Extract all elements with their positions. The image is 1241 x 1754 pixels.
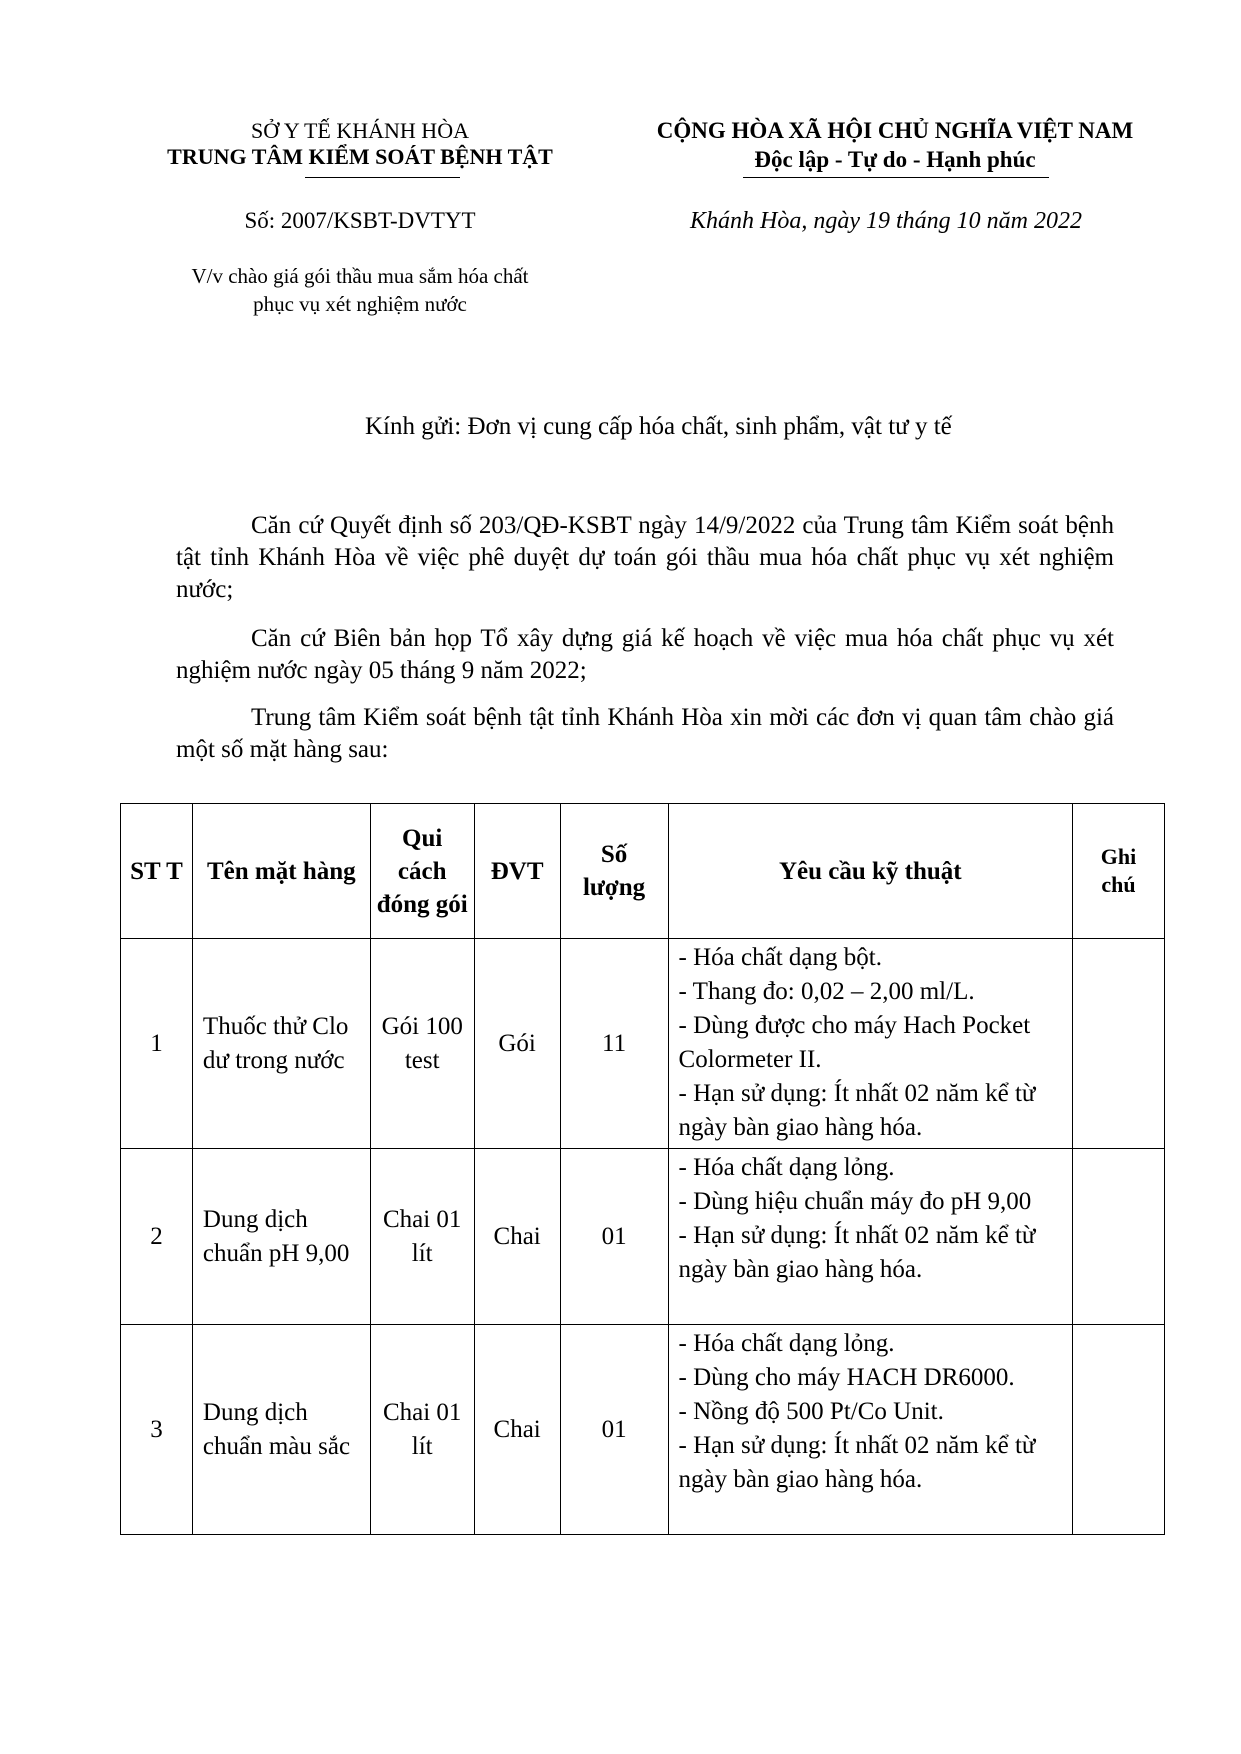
header-stt: ST T — [121, 804, 193, 939]
header-spec: Yêu cầu kỹ thuật — [668, 804, 1072, 939]
spec-line: - Nồng độ 500 Pt/Co Unit. — [678, 1398, 944, 1425]
table-header-row — [121, 804, 1165, 939]
center-name: TRUNG TÂM KIỂM SOÁT BỆNH TẬT — [167, 144, 553, 169]
cell-name: Thuốc thử Clo dư trong nước — [192, 939, 370, 1149]
agency-name: SỞ Y TẾ KHÁNH HÒA — [251, 118, 469, 143]
national-header — [630, 118, 1160, 173]
cell-name: Dung dịch chuẩn màu sắc — [192, 1325, 370, 1535]
cell-name: Dung dịch chuẩn pH 9,00 — [192, 1149, 370, 1325]
spec-line: - Hạn sử dụng: Ít nhất 02 năm kể từ ngày bàn giao hàng hóa. — [678, 1222, 1036, 1283]
header-note: Ghi chú — [1073, 804, 1165, 939]
spec-line: - Dùng được cho máy Hach Pocket Colormeter II. — [678, 1012, 1031, 1073]
spec-line: - Hạn sử dụng: Ít nhất 02 năm kể từ ngày bàn giao hàng hóa. — [678, 1080, 1036, 1141]
spec-line: - Dùng hiệu chuẩn máy đo pH 9,00 — [678, 1188, 1032, 1215]
national-motto: Độc lập - Tự do - Hạnh phúc — [754, 147, 1036, 172]
cell-stt: 3 — [121, 1325, 193, 1535]
cell-note — [1073, 1325, 1165, 1535]
cell-qty: 01 — [560, 1149, 668, 1325]
spec-line: - Hạn sử dụng: Ít nhất 02 năm kể từ ngày bàn giao hàng hóa. — [678, 1432, 1036, 1493]
issuer-block — [130, 118, 590, 170]
paragraph-3: Trung tâm Kiểm soát bệnh tật tỉnh Khánh Hòa xin mời các đơn vị quan tâm chào giá một số mặt hàng sau: — [176, 704, 1114, 763]
table-row — [121, 1149, 1165, 1325]
subject-line-1: V/v chào giá gói thầu mua sắm hóa chất — [191, 264, 529, 288]
spec-line: - Hóa chất dạng bột. — [678, 944, 882, 971]
cell-spec — [668, 1149, 1072, 1325]
cell-qty: 01 — [560, 1325, 668, 1535]
header-name: Tên mặt hàng — [192, 804, 370, 939]
issuer-underline — [305, 177, 460, 178]
recipient-line: Kính gửi: Đơn vị cung cấp hóa chất, sinh phẩm, vật tư y tế — [365, 413, 952, 440]
cell-note — [1073, 1149, 1165, 1325]
header-pack: Qui cách đóng gói — [370, 804, 474, 939]
cell-pack: Chai 01 lít — [370, 1325, 474, 1535]
subject — [130, 262, 590, 318]
spec-line: - Dùng cho máy HACH DR6000. — [678, 1364, 1015, 1391]
spec-line: - Hóa chất dạng lỏng. — [678, 1330, 895, 1357]
spec-line: - Hóa chất dạng lỏng. — [678, 1154, 895, 1181]
cell-unit: Gói — [474, 939, 560, 1149]
subject-line-2: phục vụ xét nghiệm nước — [253, 292, 467, 316]
cell-unit: Chai — [474, 1149, 560, 1325]
motto-underline — [743, 177, 1049, 178]
cell-pack: Chai 01 lít — [370, 1149, 474, 1325]
paragraph-1: Căn cứ Quyết định số 203/QĐ-KSBT ngày 14/9/2022 của Trung tâm Kiểm soát bệnh tật tỉnh Khánh Hòa về việc phê duyệt dự toán gói thầu mua hóa chất phục vụ xét nghiệm nước; — [176, 512, 1114, 603]
table-row — [121, 939, 1165, 1149]
cell-pack: Gói 100 test — [370, 939, 474, 1149]
header-qty: Số lượng — [560, 804, 668, 939]
document-number: Số: 2007/KSBT-DVTYT — [244, 208, 476, 233]
cell-unit: Chai — [474, 1325, 560, 1535]
place-date: Khánh Hòa, ngày 19 tháng 10 năm 2022 — [690, 208, 1082, 234]
cell-note — [1073, 939, 1165, 1149]
paragraph-2: Căn cứ Biên bản họp Tổ xây dựng giá kế hoạch về việc mua hóa chất phục vụ xét nghiệm nước ngày 05 tháng 9 năm 2022; — [176, 625, 1114, 684]
cell-stt: 1 — [121, 939, 193, 1149]
table-row — [121, 1325, 1165, 1535]
spec-line: - Thang đo: 0,02 – 2,00 ml/L. — [678, 978, 975, 1005]
nation-title: CỘNG HÒA XÃ HỘI CHỦ NGHĨA VIỆT NAM — [656, 118, 1134, 143]
cell-stt: 2 — [121, 1149, 193, 1325]
header-unit: ĐVT — [474, 804, 560, 939]
cell-spec — [668, 939, 1072, 1149]
cell-spec — [668, 1325, 1072, 1535]
items-table — [120, 803, 1165, 1535]
cell-qty: 11 — [560, 939, 668, 1149]
